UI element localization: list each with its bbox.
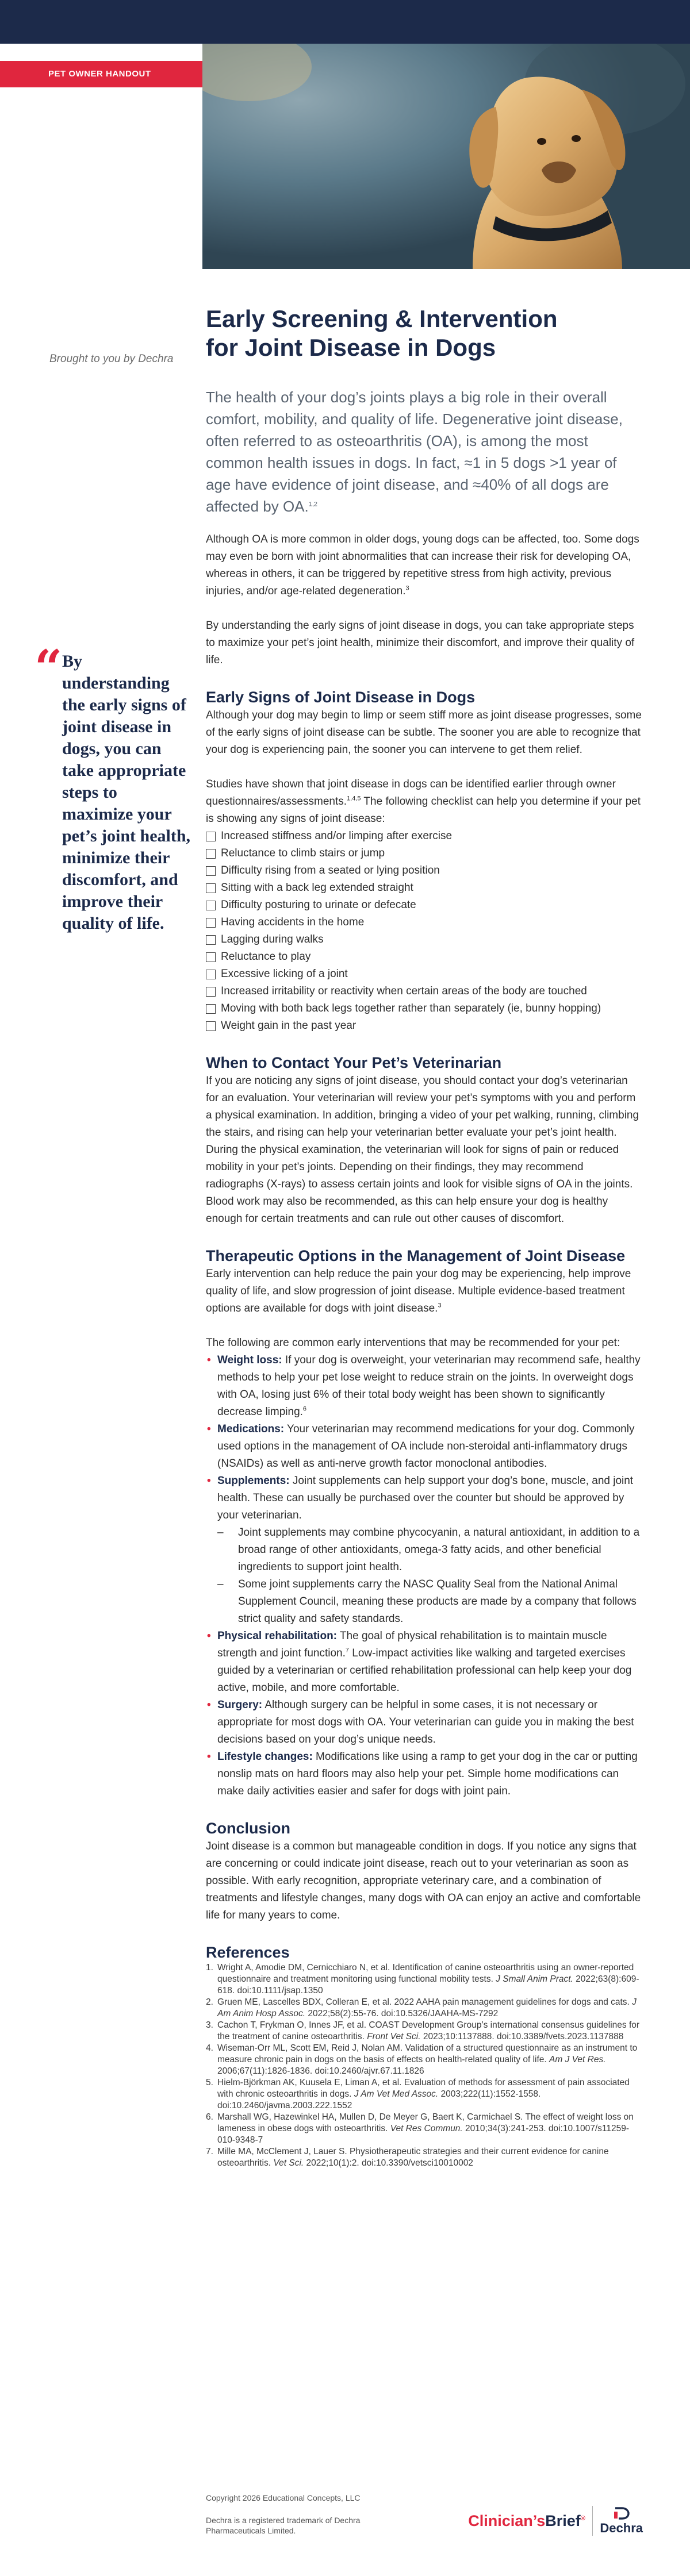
bullet-icon: • xyxy=(207,1354,211,1366)
top-banner xyxy=(0,0,690,44)
checklist-item[interactable] xyxy=(206,828,643,845)
checklist-item[interactable] xyxy=(206,914,643,931)
logo-divider xyxy=(592,2506,593,2536)
therapeutic-paragraph-2: The following are common early interventions that may be recommended for your pet: xyxy=(206,1337,620,1349)
dash-icon: – xyxy=(217,1527,224,1539)
checklist-item[interactable] xyxy=(206,983,643,1000)
intervention-surgery xyxy=(206,1697,643,1748)
copyright-text: Copyright 2026 Educational Concepts, LLC xyxy=(206,2493,361,2502)
reference-journal: Front Vet Sci. xyxy=(367,2032,421,2041)
reference-number: 7. xyxy=(206,2147,213,2156)
intro-p1-ref: 3 xyxy=(405,585,409,592)
checkbox-icon[interactable] xyxy=(206,849,216,859)
intervention-physical-rehab xyxy=(206,1628,643,1697)
intervention-label: Surgery: xyxy=(217,1699,263,1711)
reference-item xyxy=(206,2043,643,2077)
intervention-text: Although surgery can be helpful in some cases, it is not necessary or appropriate for most dogs with OA. Your veterinarian can guide you in making the best decisions based on your dog’s unique needs. xyxy=(217,1699,634,1745)
contact-vet-paragraph: If you are noticing any signs of joint disease, you should contact your dog’s veterinarian for an evaluation. Your veterinarian will review your pet’s symptoms with you and perform a physical examination. In addition, bringing a video of your pet walking, running, climbing the stairs, and rising can help your veterinarian better evaluate your pet’s joint health. During the physical examination, the veterinarian will look for signs of pain or reduced mobility in your pet’s joints. Depending on their findings, they may recommend radiographs (X-rays) to assess certain joints and look for visible signs of OA in the joints. Blood work may also be recommended, as this can help ensure your dog is healthy enough for certain treatments and can rule out other causes of discomfort. xyxy=(206,1075,639,1225)
bullet-icon: • xyxy=(207,1630,211,1642)
hero-dog-photo xyxy=(202,44,690,269)
checkbox-icon[interactable] xyxy=(206,832,216,841)
reference-item xyxy=(206,2020,643,2043)
checklist-item-label: Sitting with a back leg extended straight xyxy=(221,882,413,894)
reference-citation: 2022;58(2):55-76. doi:10.5326/JAAHA-MS-7292 xyxy=(305,2009,499,2018)
checkbox-icon[interactable] xyxy=(206,883,216,893)
lead-text: The health of your dog’s joints plays a big role in their overall comfort, mobility, and quality of life. Degenerative joint disease, often referred to as osteoarthritis (OA), is among the most common health issues in dogs. In fact, ≈1 in 5 dogs >1 year of age have evidence of joint disease, and ≈40% of all dogs are affected by OA. xyxy=(206,389,623,515)
reference-authors: Mille MA, McClement J, Lauer S. Physiotherapeutic strategies and their current evidence for canine osteoarthritis. xyxy=(217,2147,609,2168)
reference-citation: 2022;63(8):609-618. doi:10.1111/jsap.1350 xyxy=(217,1974,639,1996)
therapeutic-paragraph-1 xyxy=(206,1266,643,1317)
bullet-icon: • xyxy=(207,1699,211,1711)
reference-citation: 2006;67(11):1826-1836. doi:10.2460/ajvr.67.11.1826 xyxy=(217,2066,424,2076)
intervention-label: Weight loss: xyxy=(217,1354,282,1366)
intervention-text: If your dog is overweight, your veterinarian may recommend safe, healthy methods to help your pet lose weight to reduce strain on the joints. In overweight dogs with OA, losing just 6% of their total body weight has been shown to significantly decrease limping. xyxy=(217,1354,641,1418)
checklist-item[interactable] xyxy=(206,1000,643,1017)
supplement-subitem-text: Some joint supplements carry the NASC Quality Seal from the National Animal Supplement Council, meaning these products are made by a company that follows strict quality and safety standards. xyxy=(238,1578,637,1625)
reference-authors: Gruen ME, Lascelles BDX, Colleran E, et al. 2022 AAHA pain management guidelines for dogs and cats. xyxy=(217,1997,632,2007)
checkbox-icon[interactable] xyxy=(206,952,216,962)
reference-item xyxy=(206,2112,643,2146)
title-line-2: for Joint Disease in Dogs xyxy=(206,334,496,361)
intervention-supplements xyxy=(206,1472,643,1628)
reference-citation: 2022;10(1):2. doi:10.3390/vetsci10010002 xyxy=(304,2158,473,2168)
checklist-item[interactable] xyxy=(206,897,643,914)
bullet-icon: • xyxy=(207,1475,211,1487)
reference-journal: Vet Res Commun. xyxy=(390,2124,463,2133)
checklist-item[interactable] xyxy=(206,931,643,948)
reference-authors: Cachon T, Frykman O, Innes JF, et al. COAST Development Group’s international consensus guidelines for the treatment of canine osteoarthritis. xyxy=(217,2020,640,2041)
supplement-sublist xyxy=(217,1524,643,1628)
checklist-item[interactable] xyxy=(206,879,643,897)
checklist-item-label: Difficulty posturing to urinate or defecate xyxy=(221,899,416,911)
checklist-item-label: Increased stiffness and/or limping after exercise xyxy=(221,830,453,842)
checkbox-icon[interactable] xyxy=(206,987,216,997)
contact-vet-heading: When to Contact Your Pet’s Veterinarian xyxy=(206,1054,502,1071)
footer xyxy=(206,2493,643,2536)
brought-by-text: Brought to you by Dechra xyxy=(49,353,174,365)
intro-paragraph-1 xyxy=(206,531,643,600)
dechra-logo-text: Dechra xyxy=(600,2521,643,2535)
checklist-item[interactable] xyxy=(206,845,643,862)
cliniciansbrief-logo xyxy=(468,2512,585,2530)
checklist-item-label: Reluctance to play xyxy=(221,951,311,963)
bullet-icon: • xyxy=(207,1423,211,1435)
early-signs-p2a: Studies have shown that joint disease in dogs can be identified earlier through owner questionnaires/assessments. xyxy=(206,778,616,808)
quote-mark-icon: “ xyxy=(34,639,63,696)
reference-item xyxy=(206,1997,643,2020)
intro-p1-text: Although OA is more common in older dogs, young dogs can be affected, too. Some dogs may even be born with joint abnormalities that can increase their risk for developing OA, whereas in others, it can be triggered by repetitive stress from high activity, previous injuries, and/or age-related degeneration. xyxy=(206,533,639,597)
dash-icon: – xyxy=(217,1578,224,1590)
intervention-text: Modifications like using a ramp to get your dog in the car or putting nonslip mats on hard floors may also help your pet. Simple home modifications can make daily activities easier and safer for dogs with joint pain. xyxy=(217,1751,638,1797)
checklist-item-label: Increased irritability or reactivity when certain areas of the body are touched xyxy=(221,985,587,997)
main-content xyxy=(206,305,643,2169)
early-signs-heading: Early Signs of Joint Disease in Dogs xyxy=(206,689,476,706)
checkbox-icon[interactable] xyxy=(206,918,216,928)
checklist-item-label: Moving with both back legs together rather than separately (ie, bunny hopping) xyxy=(221,1002,601,1014)
reference-journal: J Am Anim Hosp Assoc. xyxy=(217,1997,637,2018)
reference-number: 1. xyxy=(206,1963,213,1973)
intervention-label: Lifestyle changes: xyxy=(217,1751,313,1763)
cb-logo-part-a: Clinician’s xyxy=(468,2512,546,2529)
checkbox-icon[interactable] xyxy=(206,970,216,979)
lead-paragraph xyxy=(206,386,643,517)
checklist-item[interactable] xyxy=(206,966,643,983)
header-row xyxy=(0,44,690,269)
early-signs-p2b: The following checklist can help you determine if your pet is showing any signs of joint disease: xyxy=(206,795,641,825)
checklist-item[interactable] xyxy=(206,948,643,966)
intro-paragraph-2: By understanding the early signs of joint disease in dogs, you can take appropriate steps to maximize your pet’s joint health, minimize their discomfort, and improve their quality of life. xyxy=(206,620,635,666)
checkbox-icon[interactable] xyxy=(206,866,216,876)
reference-number: 5. xyxy=(206,2078,213,2087)
reference-citation: 2023;10:1137888. doi:10.3389/fvets.2023.1137888 xyxy=(420,2032,624,2041)
reference-journal: J Small Anim Pract. xyxy=(496,1974,573,1984)
dog-illustration xyxy=(202,44,690,269)
checkbox-icon[interactable] xyxy=(206,901,216,910)
intervention-text: Joint supplements can help support your dog’s bone, muscle, and joint health. These can usually be purchased over the counter but should be approved by your veterinarian. xyxy=(217,1475,634,1521)
intervention-text: The goal of physical rehabilitation is to maintain muscle strength and joint function. xyxy=(217,1630,607,1659)
reference-citation: 2010;34(3):241-253. doi:10.1007/s11259-010-9348-7 xyxy=(217,2124,630,2145)
handout-badge: PET OWNER HANDOUT xyxy=(0,61,202,87)
checklist-item-label: Reluctance to climb stairs or jump xyxy=(221,847,385,859)
checklist-item-label: Excessive licking of a joint xyxy=(221,968,348,980)
cb-logo-tm: ® xyxy=(580,2515,585,2522)
cb-logo-part-b: Brief xyxy=(545,2512,581,2529)
dechra-mark-icon xyxy=(613,2506,630,2521)
early-signs-paragraph-2 xyxy=(206,776,643,828)
intervention-ref: 6 xyxy=(302,1405,307,1413)
signs-checklist xyxy=(206,828,643,1035)
reference-number: 2. xyxy=(206,1997,213,2007)
reference-authors: Hielm-Björkman AK, Kuusela E, Liman A, et al. Evaluation of methods for assessment of pain associated with chronic osteoarthritis in dogs. xyxy=(217,2078,630,2099)
supplement-subitem-text: Joint supplements may combine phycocyanin, a natural antioxidant, in addition to a broad range of other antioxidants, omega-3 fatty acids, and other beneficial ingredients to support joint health. xyxy=(238,1527,640,1573)
reference-number: 3. xyxy=(206,2020,213,2030)
reference-item xyxy=(206,2146,643,2169)
page-title xyxy=(206,305,643,362)
trademark-text: Dechra is a registered trademark of Dechra Pharmaceuticals Limited. xyxy=(206,2516,361,2535)
intervention-label: Physical rehabilitation: xyxy=(217,1630,337,1642)
reference-authors: Wright A, Amodie DM, Cernicchiaro N, et al. Identification of canine osteoarthritis using an owner-reported questionnaire and treatment monitoring using functional mobility tests. xyxy=(217,1963,634,1984)
checklist-item[interactable] xyxy=(206,1017,643,1035)
interventions-list xyxy=(206,1352,643,1800)
intervention-text: Your veterinarian may recommend medications for your dog. Commonly used options in the management of OA include non-steroidal anti-inflammatory drugs (NSAIDs) as well as anti-nerve growth factor monoclonal antibodies. xyxy=(217,1423,635,1470)
intervention-weight-loss xyxy=(206,1352,643,1421)
intervention-lifestyle xyxy=(206,1748,643,1800)
reference-citation: 2003;222(11):1552-1558. doi:10.2460/javma.2003.222.1552 xyxy=(217,2089,541,2110)
checkbox-icon[interactable] xyxy=(206,935,216,945)
references-heading: References xyxy=(206,1944,290,1961)
bullet-icon: • xyxy=(207,1751,211,1763)
supplement-subitem xyxy=(217,1524,643,1576)
checkbox-icon[interactable] xyxy=(206,1004,216,1014)
checklist-item-label: Difficulty rising from a seated or lying position xyxy=(221,864,440,876)
checkbox-icon[interactable] xyxy=(206,1021,216,1031)
checklist-item-label: Weight gain in the past year xyxy=(221,1020,356,1032)
reference-item xyxy=(206,1962,643,1997)
therapeutic-p1-ref: 3 xyxy=(438,1302,442,1309)
reference-authors: Wiseman-Orr ML, Scott EM, Reid J, Nolan AM. Validation of a structured questionnaire as an instrument to measure chronic pain in dogs on the basis of effects on health-related quality of life. xyxy=(217,2043,638,2064)
reference-authors: Marshall WG, Hazewinkel HA, Mullen D, De Meyer G, Baert K, Carmichael S. The effect of weight loss on lameness in obese dogs with osteoarthritis. xyxy=(217,2112,634,2133)
intervention-ref: 7 xyxy=(345,1647,349,1654)
checklist-item-label: Lagging during walks xyxy=(221,933,324,945)
footer-logos xyxy=(468,2506,643,2536)
reference-journal: Am J Vet Res. xyxy=(549,2055,606,2064)
title-line-1: Early Screening & Intervention xyxy=(206,305,558,332)
reference-item xyxy=(206,2077,643,2112)
therapeutic-heading: Therapeutic Options in the Management of Joint Disease xyxy=(206,1247,626,1264)
checklist-item-label: Having accidents in the home xyxy=(221,916,365,928)
conclusion-paragraph: Joint disease is a common but manageable condition in dogs. If you notice any signs that are concerning or could indicate joint disease, reach out to your veterinarian as soon as possible. With early recognition, appropriate veterinary care, and a combination of treatments and lifestyle changes, many dogs with OA can enjoy an active and comfortable life for many years to come. xyxy=(206,1840,641,1921)
supplement-subitem xyxy=(217,1576,643,1628)
reference-journal: J Am Vet Med Assoc. xyxy=(354,2089,439,2099)
checklist-item[interactable] xyxy=(206,862,643,879)
references-list xyxy=(206,1962,643,2169)
intervention-text-2: Low-impact activities like walking and targeted exercises guided by a veterinarian or certified rehabilitation professional can help keep your dog active, mobile, and more comfortable. xyxy=(217,1647,632,1694)
reference-number: 4. xyxy=(206,2043,213,2053)
intervention-label: Medications: xyxy=(217,1423,285,1435)
conclusion-heading: Conclusion xyxy=(206,1820,290,1837)
pull-quote xyxy=(34,639,191,935)
early-signs-p2-ref: 1,4,5 xyxy=(347,795,361,802)
therapeutic-p1-text: Early intervention can help reduce the pain your dog may be experiencing, help improve quality of life, and slow progression of joint disease. Multiple evidence-based treatment options are available for dogs with joint disease. xyxy=(206,1268,631,1314)
intervention-label: Supplements: xyxy=(217,1475,290,1487)
reference-number: 6. xyxy=(206,2112,213,2122)
lead-ref: 1,2 xyxy=(308,501,318,508)
dechra-logo xyxy=(600,2506,643,2536)
early-signs-paragraph-1: Although your dog may begin to limp or seem stiff more as joint disease progresses, some of the early signs of joint disease can be subtle. The sooner you are able to recognize that your dog is experiencing pain, the sooner you can intervene to get them relief. xyxy=(206,709,642,756)
intervention-medications xyxy=(206,1421,643,1472)
reference-journal: Vet Sci. xyxy=(273,2158,304,2168)
pull-quote-text: By understanding the early signs of joint disease in dogs, you can take appropriate steps to maximize your pet’s joint health, minimize their discomfort, and improve their quality of life. xyxy=(62,652,191,933)
